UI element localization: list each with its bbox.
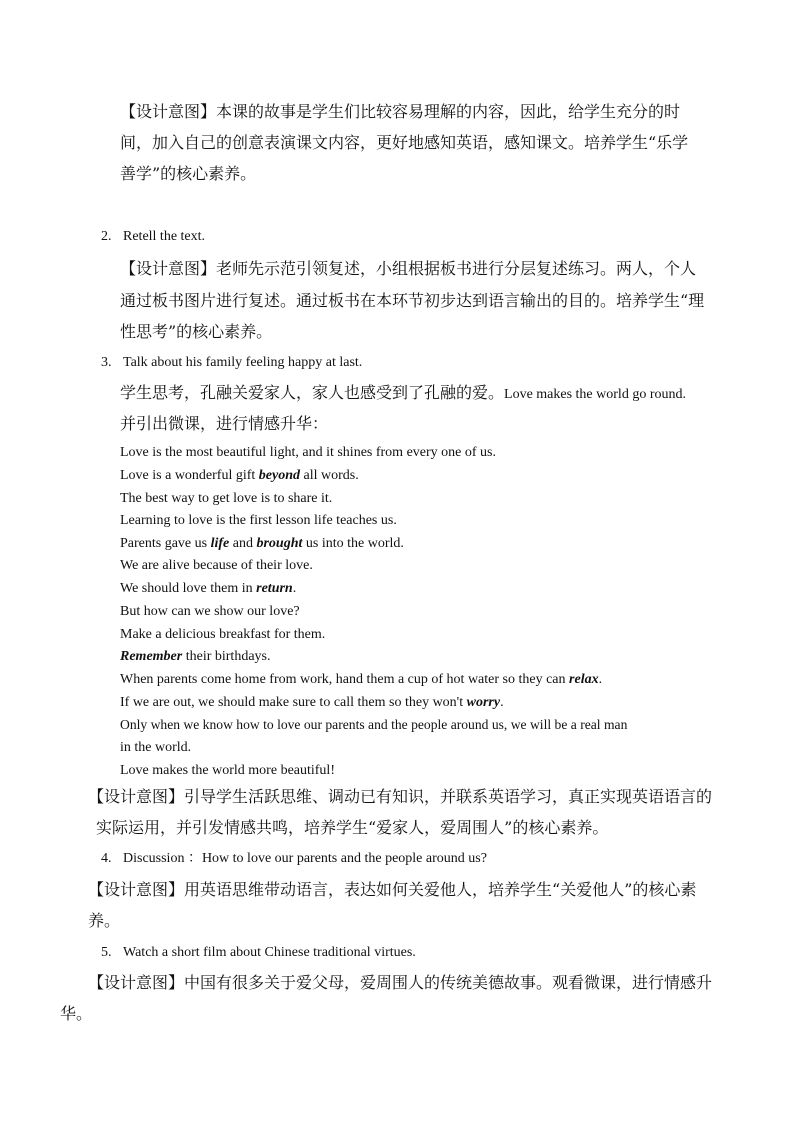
design-intent-label: 【设计意图】 [88,787,185,806]
list-number: 4. [101,851,112,866]
poem-text: all words. [300,468,359,483]
paragraph-line: 养。 [88,911,121,930]
poem-line: We are alive because of their love. [120,558,313,573]
poem-line: Learning to love is the first lesson life teaches us. [120,513,397,528]
poem-text: If we are out, we should make sure to call them so they won't [120,695,467,710]
paragraph-line: 通过板书图片进行复述。通过板书在本环节初步达到语言输出的目的。培养学生“理 [120,291,705,310]
design-intent-label: 【设计意图】 [88,973,185,992]
list-item-text: Discussion ：How to love our parents and the people around us? [123,851,487,866]
paragraph-line: 实际运用，并引发情感共鸣，培养学生“爱家人，爱周围人”的核心素养。 [96,818,609,837]
paragraph-line: 善学”的核心素养。 [120,164,257,183]
paragraph-line: 并引出微课，进行情感升华： [120,414,329,433]
poem-line: The best way to get love is to share it. [120,491,333,506]
design-intent-paragraph-1 [120,102,680,122]
poem-line [120,467,359,485]
cn-text: 学生思考，孔融关爱家人，家人也感受到了孔融的爱。 [120,383,505,402]
poem-line [120,535,404,553]
paragraph-line: 性思考”的核心素养。 [120,322,273,341]
paragraph-line: 华。 [60,1004,93,1023]
en-text: Love makes the world go round. [504,387,686,402]
poem-line [120,580,296,598]
poem-text: and [229,536,257,551]
list-number: 2. [101,229,112,244]
poem-emphasis: brought [256,536,303,551]
list-item-3 [101,354,362,372]
list-item-2 [101,228,205,246]
poem-line [120,694,504,712]
poem-emphasis: Remember [120,649,183,664]
poem-text: When parents come home from work, hand them a cup of hot water so they can [120,672,570,687]
poem-text: . [598,672,603,687]
mixed-line [120,383,686,405]
poem-text: . [500,695,504,710]
poem-line [120,671,602,689]
paragraph-text: 老师先示范引领复述，小组根据板书进行分层复述练习。两人，个人 [216,259,697,278]
paragraph-text: 用英语思维带动语言，表达如何关爱他人，培养学生“关爱他人”的核心素 [184,880,697,899]
design-intent-paragraph-3 [88,787,712,807]
design-intent-label: 【设计意图】 [120,259,217,278]
poem-line [120,648,270,666]
list-item-4 [101,850,487,868]
poem-line: Love is the most beautiful light, and it shines from every one of us. [120,445,496,460]
poem-emphasis: life [210,536,230,551]
poem-emphasis: beyond [258,468,301,483]
design-intent-paragraph-5 [88,973,712,993]
poem-line: Only when we know how to love our parents and the people around us, we will be a real man [120,717,628,732]
list-item-5 [101,944,416,962]
paragraph-line: 间，加入自己的创意表演课文内容，更好地感知英语，感知课文。培养学生“乐学 [120,133,689,152]
design-intent-paragraph-2 [120,259,696,279]
list-item-text: Retell the text. [123,229,206,244]
list-number: 3. [101,355,112,370]
design-intent-paragraph-4 [88,880,696,900]
poem-text: We should love them in [120,581,257,596]
poem-text: . [292,581,297,596]
poem-line: But how can we show our love? [120,604,300,619]
poem-line: Make a delicious breakfast for them. [120,627,326,642]
list-item-text: Watch a short film about Chinese traditional virtues. [123,945,416,960]
paragraph-text: 本课的故事是学生们比较容易理解的内容，因此，给学生充分的时 [216,102,681,121]
poem-emphasis: relax [569,672,599,687]
poem-text: Parents gave us [120,536,211,551]
poem-emphasis: return [256,581,293,596]
poem-line: in the world. [120,740,192,755]
list-item-text: Talk about his family feeling happy at last. [123,355,363,370]
list-number: 5. [101,945,112,960]
poem-text: Love is a wonderful gift [120,468,259,483]
design-intent-label: 【设计意图】 [120,102,217,121]
poem-text: us into the world. [302,536,404,551]
paragraph-text: 引导学生活跃思维、调动已有知识，并联系英语学习，真正实现英语语言的 [184,787,713,806]
poem-emphasis: worry [466,695,501,710]
poem-line: Love makes the world more beautiful! [120,763,335,778]
poem-text: their birthdays. [182,649,271,664]
design-intent-label: 【设计意图】 [88,880,185,899]
paragraph-text: 中国有很多关于爱父母，爱周围人的传统美德故事。观看微课，进行情感升 [184,973,713,992]
